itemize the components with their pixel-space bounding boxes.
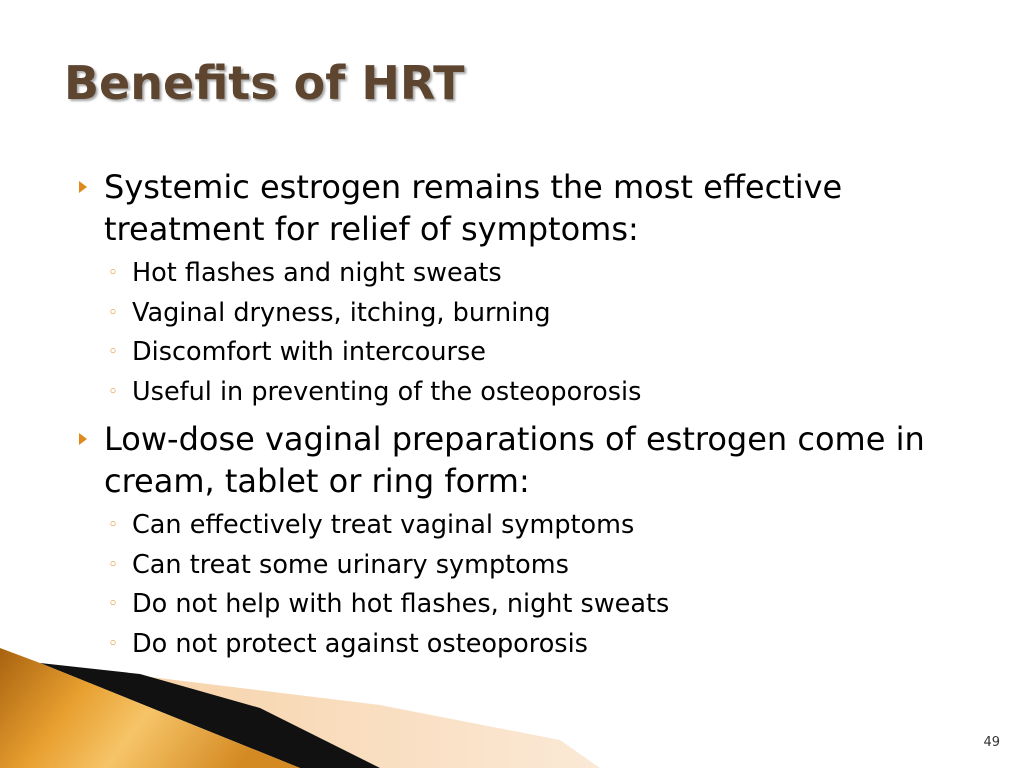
slide-content: [76, 166, 976, 670]
ring-bullet-icon: ◦: [108, 515, 119, 535]
sub-bullet-text: Discomfort with intercourse: [132, 337, 486, 367]
bullet-low-dose-vaginal: [76, 418, 976, 502]
page-number: 49: [983, 735, 1000, 750]
sub-bullet: [76, 294, 976, 334]
ring-bullet-icon: ◦: [108, 554, 119, 575]
sub-bullet-text: Hot flashes and night sweats: [132, 258, 502, 288]
sub-list-vaginal: [76, 506, 976, 664]
sub-bullet: [76, 506, 976, 546]
ring-bullet-icon: ◦: [108, 263, 119, 283]
sub-bullet: [76, 625, 976, 665]
bullet-text: Systemic estrogen remains the most effective treatment for relief of symptoms:: [104, 168, 843, 248]
sub-bullet: [76, 333, 976, 373]
bullet-systemic-estrogen: [76, 166, 976, 250]
ring-bullet-icon: ◦: [108, 594, 119, 614]
slide-title: Benefits of HRT: [64, 56, 465, 110]
sub-bullet-text: Useful in preventing of the osteoporosis: [132, 376, 642, 407]
sub-bullet: [76, 546, 976, 586]
bullet-text: Low-dose vaginal preparations of estrogen come in cream, tablet or ring form:: [104, 420, 925, 500]
triangle-bullet-icon: [79, 433, 87, 445]
sub-bullet-text: Can treat some urinary symptoms: [132, 549, 569, 580]
sub-bullet: [76, 585, 976, 625]
sub-bullet-text: Vaginal dryness, itching, burning: [132, 297, 551, 328]
ring-bullet-icon: ◦: [108, 342, 119, 362]
ring-bullet-icon: ◦: [108, 633, 119, 654]
ring-bullet-icon: ◦: [108, 381, 119, 402]
ring-bullet-icon: ◦: [108, 302, 119, 323]
sub-list-systemic: [76, 254, 976, 412]
sub-bullet-text: Can effectively treat vaginal symptoms: [132, 510, 635, 540]
sub-bullet-text: Do not protect against osteoporosis: [132, 628, 588, 659]
sub-bullet: [76, 254, 976, 294]
triangle-bullet-icon: [79, 181, 87, 193]
sub-bullet-text: Do not help with hot flashes, night sweats: [132, 589, 670, 619]
sub-bullet: [76, 373, 976, 413]
